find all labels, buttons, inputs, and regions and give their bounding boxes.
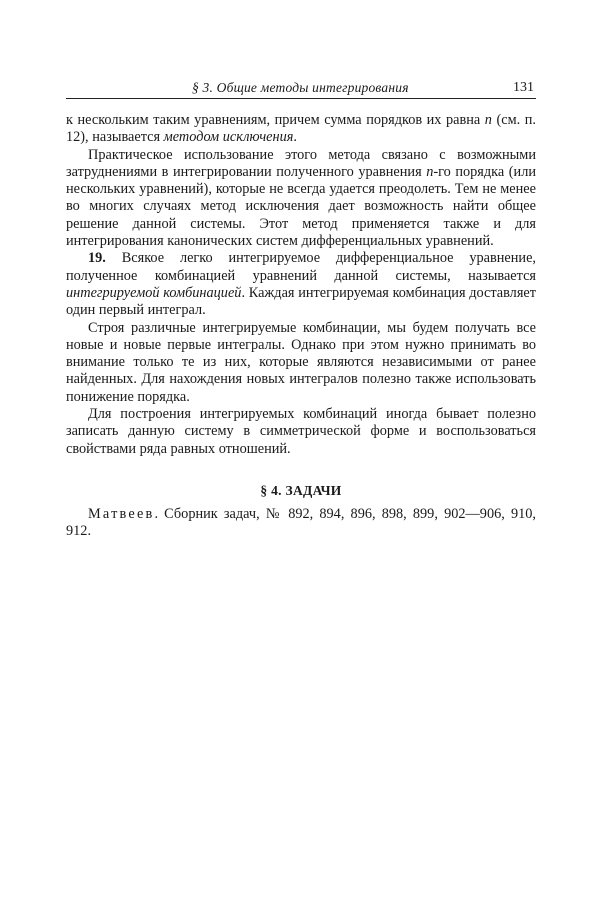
- running-header-title: § 3. Общие методы интегрирования: [192, 80, 409, 95]
- paragraph-2-text-a: Практическое использование этого метода связано с возможными затруднениями в интегрировании полученного уравнения: [66, 146, 536, 180]
- tasks-list: . Сборник задач, № 892, 894, 896, 898, 899, 902—906, 910, 912.: [66, 506, 536, 540]
- item-number: 19.: [88, 250, 106, 267]
- section-heading: § 4. ЗАДАЧИ: [260, 483, 342, 498]
- paragraph-1-text-b: (см. п. 12), называется: [66, 112, 536, 146]
- paragraph-1-text-a: к нескольким таким уравнениям, причем сумма порядков их равна: [66, 112, 485, 128]
- paragraph-1: [66, 112, 536, 147]
- paragraph-2: [66, 147, 536, 251]
- paragraph-3: [66, 250, 536, 319]
- term-integrable-combination: интегрируемой комбинацией: [66, 284, 242, 301]
- author-name: Матвеев: [88, 506, 155, 522]
- variable-n: n: [484, 112, 492, 128]
- header-rule: [66, 98, 536, 99]
- paragraph-5: Для построения интегрируемых комбинаций иногда бывает полезно записать данную систему в симметрической форме и воспользоваться свойствами ряда равных отношений.: [66, 406, 536, 457]
- paragraph-4: Строя различные интегрируемые комбинации, мы будем получать все новые и новые первые интегралы. Однако при этом нужно принимать во внимание только те из них, которые являются независимыми от ранее найденных. Для нахождения новых интегралов полезно также использовать понижение порядка.: [66, 319, 536, 405]
- paragraph-3-text-b: . Каждая интегрируемая комбинация доставляет один первый интеграл.: [66, 284, 536, 319]
- variable-n: n: [426, 163, 434, 180]
- paragraph-1-text-c: .: [293, 129, 297, 146]
- paragraph-3-text-a: Всякое легко интегрируемое дифференциальное уравнение, полученное комбинацией уравнений данной системы, называется: [66, 250, 536, 284]
- paragraph-2-text-b: -го порядка (или нескольких уравнений), которые не всегда удается преодолеть. Тем не менее во многих случаях метод исключения дает возможность найти общее решение данной системы. Этот метод применяется также и для интегрирования канонических систем дифференциальных уравнений.: [66, 163, 536, 250]
- tasks-reference: [66, 506, 536, 541]
- term-method-of-elimination: методом исключения: [163, 129, 294, 146]
- page-number: 131: [513, 80, 534, 95]
- tasks-paragraph: [66, 506, 536, 541]
- main-text: [66, 112, 536, 458]
- running-header: [66, 76, 536, 100]
